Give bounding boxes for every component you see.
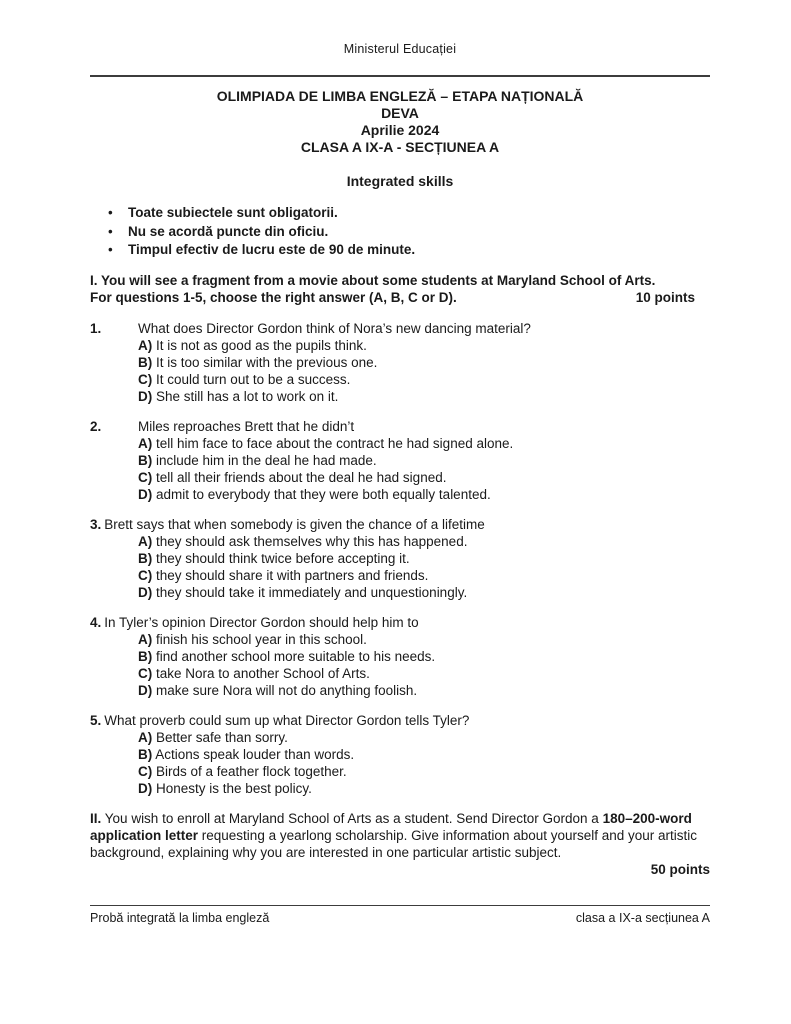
option-a [90, 533, 710, 550]
question-number: 3. [90, 516, 102, 532]
title-block [90, 88, 710, 156]
option-letter: A) [138, 729, 153, 745]
question-text: What does Director Gordon think of Nora’s new dancing material? [138, 320, 531, 336]
option-text: they should think twice before accepting it. [156, 550, 410, 566]
section2-points: 50 points [650, 861, 710, 877]
rules-list [90, 204, 710, 260]
option-text: Actions speak louder than words. [155, 746, 355, 762]
option-letter: B) [138, 354, 153, 370]
rule-item [90, 223, 710, 242]
option-letter: C) [138, 567, 153, 583]
option-letter: C) [138, 665, 153, 681]
option-letter: A) [138, 631, 153, 647]
footer-row [90, 911, 710, 925]
option-c [90, 763, 710, 780]
option-d [90, 682, 710, 699]
option-text: Honesty is the best policy. [156, 780, 312, 796]
option-c [90, 567, 710, 584]
option-letter: B) [138, 746, 153, 762]
option-a [90, 337, 710, 354]
question-number: 1. [90, 320, 102, 336]
question-number: 2. [90, 418, 102, 434]
section1-line2-row [90, 289, 710, 306]
option-letter: B) [138, 452, 153, 468]
option-letter: D) [138, 388, 153, 404]
question-stem [90, 614, 710, 631]
section2-label: II. [90, 810, 102, 826]
option-b [90, 746, 710, 763]
question-1 [90, 320, 710, 405]
section2-text-2: requesting a yearlong scholarship. Give information about yourself and your artistic background, explaining why you are interested in one particular artistic subject. [90, 827, 698, 860]
option-text: include him in the deal he had made. [156, 452, 377, 468]
option-d [90, 388, 710, 405]
option-a [90, 435, 710, 452]
rule-text: Timpul efectiv de lucru este de 90 de minute. [128, 242, 416, 257]
option-text: take Nora to another School of Arts. [156, 665, 370, 681]
option-letter: A) [138, 435, 153, 451]
question-2 [90, 418, 710, 503]
option-c [90, 469, 710, 486]
option-text: admit to everybody that they were both equally talented. [156, 486, 491, 502]
option-letter: D) [138, 584, 153, 600]
option-text: tell all their friends about the deal he had signed. [156, 469, 447, 485]
option-text: find another school more suitable to his needs. [156, 648, 436, 664]
option-text: make sure Nora will not do anything foolish. [156, 682, 418, 698]
title-line-1: OLIMPIADA DE LIMBA ENGLEZĂ – ETAPA NAȚIONALĂ [216, 88, 584, 104]
question-5 [90, 712, 710, 797]
option-b [90, 550, 710, 567]
question-stem [90, 418, 710, 435]
option-text: they should take it immediately and unquestioningly. [156, 584, 468, 600]
exam-subtitle: Integrated skills [346, 173, 454, 189]
option-a [90, 631, 710, 648]
option-letter: D) [138, 486, 153, 502]
rule-item [90, 204, 710, 223]
section1-line1: I. You will see a fragment from a movie about some students at Maryland School of Arts. [90, 272, 656, 288]
option-d [90, 584, 710, 601]
section2-bold-text: 180–200-word application letter [90, 810, 692, 843]
rule-text: Toate subiectele sunt obligatorii. [128, 205, 338, 220]
option-letter: C) [138, 763, 153, 779]
option-text: they should ask themselves why this has happened. [156, 533, 468, 549]
question-stem [90, 712, 710, 729]
option-text: It could turn out to be a success. [156, 371, 351, 387]
question-4 [90, 614, 710, 699]
title-line-4: CLASA A IX-A - SECȚIUNEA A [300, 139, 500, 155]
title-line-3: Aprilie 2024 [360, 122, 440, 138]
question-3 [90, 516, 710, 601]
page-footer [90, 905, 710, 925]
question-text: Miles reproaches Brett that he didn’t [138, 418, 355, 434]
option-text: Better safe than sorry. [156, 729, 288, 745]
option-letter: B) [138, 550, 153, 566]
bullet-icon: • [108, 223, 113, 239]
question-number: 5. [90, 712, 102, 728]
header-divider [90, 75, 710, 77]
question-stem [90, 320, 710, 337]
section1-heading [90, 272, 710, 306]
section1-points: 10 points [635, 289, 695, 305]
option-a [90, 729, 710, 746]
bullet-icon: • [108, 205, 113, 220]
option-b [90, 354, 710, 371]
question-text: What proverb could sum up what Director Gordon tells Tyler? [104, 712, 470, 728]
option-letter: C) [138, 469, 153, 485]
option-c [90, 665, 710, 682]
option-text: It is not as good as the pupils think. [156, 337, 367, 353]
option-text: they should share it with partners and friends. [156, 567, 429, 583]
option-d [90, 486, 710, 503]
question-text: In Tyler’s opinion Director Gordon should help him to [104, 614, 419, 630]
option-letter: D) [138, 682, 153, 698]
section1-line2: For questions 1-5, choose the right answer (A, B, C or D). [90, 289, 457, 305]
footer-left-text: Probă integrată la limba engleză [90, 911, 270, 925]
option-text: finish his school year in this school. [156, 631, 367, 647]
option-b [90, 452, 710, 469]
question-number: 4. [90, 614, 102, 630]
section2-text-1: You wish to enroll at Maryland School of Arts as a student. Send Director Gordon a [104, 810, 603, 826]
footer-divider [90, 905, 710, 906]
option-text: tell him face to face about the contract he had signed alone. [156, 435, 514, 451]
option-c [90, 371, 710, 388]
option-letter: B) [138, 648, 153, 664]
option-letter: A) [138, 533, 153, 549]
question-stem [90, 516, 710, 533]
option-text: She still has a lot to work on it. [156, 388, 339, 404]
option-text: It is too similar with the previous one. [156, 354, 378, 370]
option-text: Birds of a feather flock together. [156, 763, 347, 779]
option-letter: C) [138, 371, 153, 387]
option-letter: D) [138, 780, 153, 796]
rule-text: Nu se acordă puncte din oficiu. [128, 223, 329, 239]
option-letter: A) [138, 337, 153, 353]
rule-item [90, 241, 710, 260]
option-b [90, 648, 710, 665]
bullet-icon: • [108, 242, 113, 257]
ministry-header: Ministerul Educației [343, 42, 457, 56]
question-text: Brett says that when somebody is given the chance of a lifetime [104, 516, 485, 532]
title-line-2: DEVA [381, 105, 419, 121]
question-list [90, 320, 710, 797]
section2-task [90, 810, 710, 861]
option-d [90, 780, 710, 797]
footer-right-text: clasa a IX-a secțiunea A [575, 911, 710, 925]
